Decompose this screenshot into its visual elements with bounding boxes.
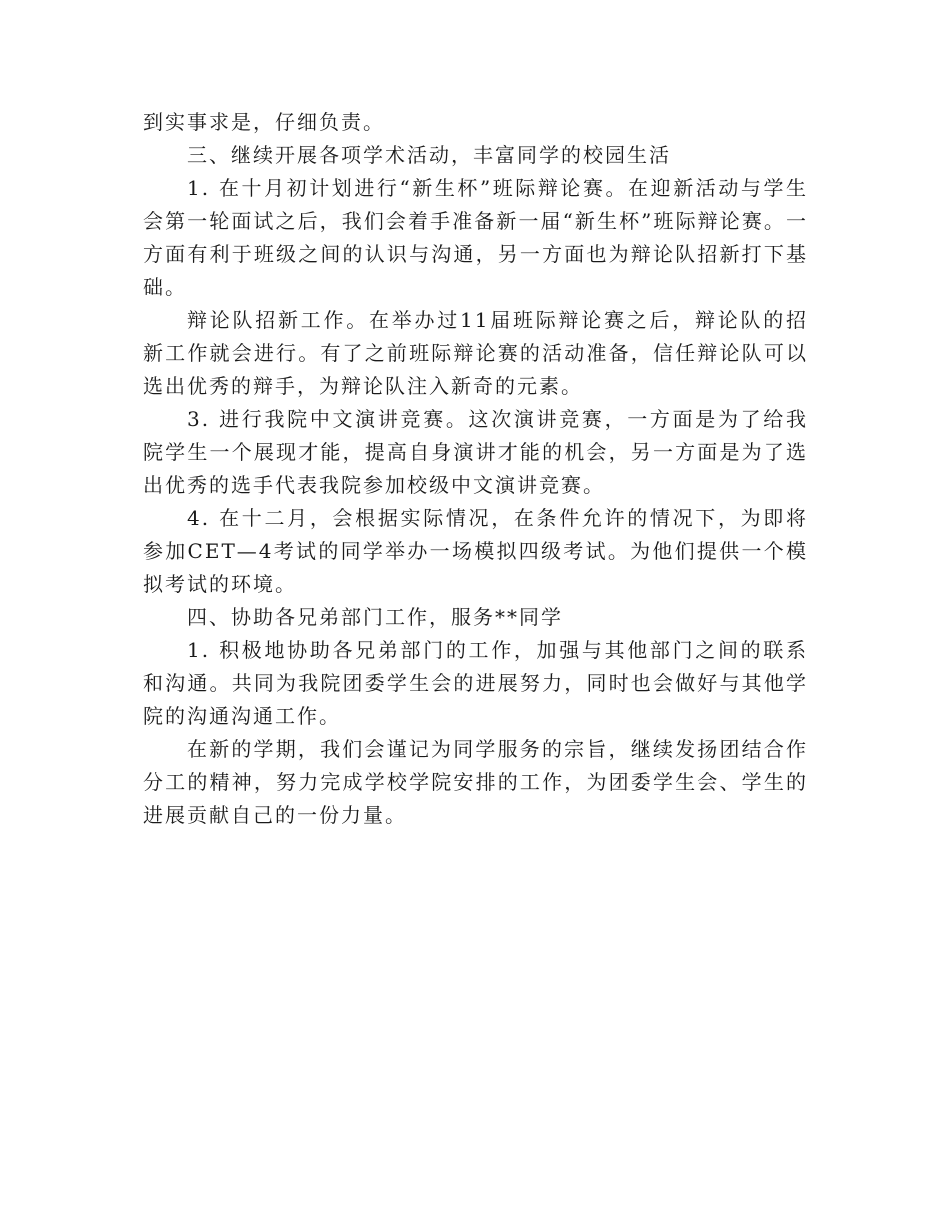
- paragraph-speech-contest: 3. 进行我院中文演讲竞赛。这次演讲竞赛，一方面是为了给我院学生一个展现才能，提高自身演讲才能的机会，另一方面是为了选出优秀的选手代表我院参加校级中文演讲竞赛。: [143, 407, 808, 497]
- paragraph-mock-cet4: 4. 在十二月，会根据实际情况，在条件允许的情况下，为即将参加CET—4考试的同学举办一场模拟四级考试。为他们提供一个模拟考试的环境。: [143, 506, 808, 596]
- section-heading-academic-activities: 三、继续开展各项学术活动，丰富同学的校园生活: [187, 143, 671, 167]
- paragraph-closing: 在新的学期，我们会谨记为同学服务的宗旨，继续发扬团结合作分工的精神，努力完成学校学院安排的工作，为团委学生会、学生的进展贡献自己的一份力量。: [143, 737, 808, 827]
- document-body: [143, 106, 808, 832]
- paragraph-debate-contest: 1. 在十月初计划进行“新生杯”班际辩论赛。在迎新活动与学生会第一轮面试之后，我们会着手准备新一届“新生杯”班际辩论赛。一方面有利于班级之间的认识与沟通，另一方面也为辩论队招新打下基础。: [143, 176, 808, 299]
- paragraph-debate-recruitment: 辩论队招新工作。在举办过11届班际辩论赛之后，辩论队的招新工作就会进行。有了之前班际辩论赛的活动准备，信任辩论队可以选出优秀的辩手，为辩论队注入新奇的元素。: [143, 308, 808, 398]
- section-heading-assist-departments: 四、协助各兄弟部门工作，服务**同学: [187, 605, 563, 629]
- paragraph-continuation: 到实事求是，仔细负责。: [143, 110, 385, 134]
- paragraph-assist-departments: 1. 积极地协助各兄弟部门的工作，加强与其他部门之间的联系和沟通。共同为我院团委学生会的进展努力，同时也会做好与其他学院的沟通沟通工作。: [143, 638, 808, 728]
